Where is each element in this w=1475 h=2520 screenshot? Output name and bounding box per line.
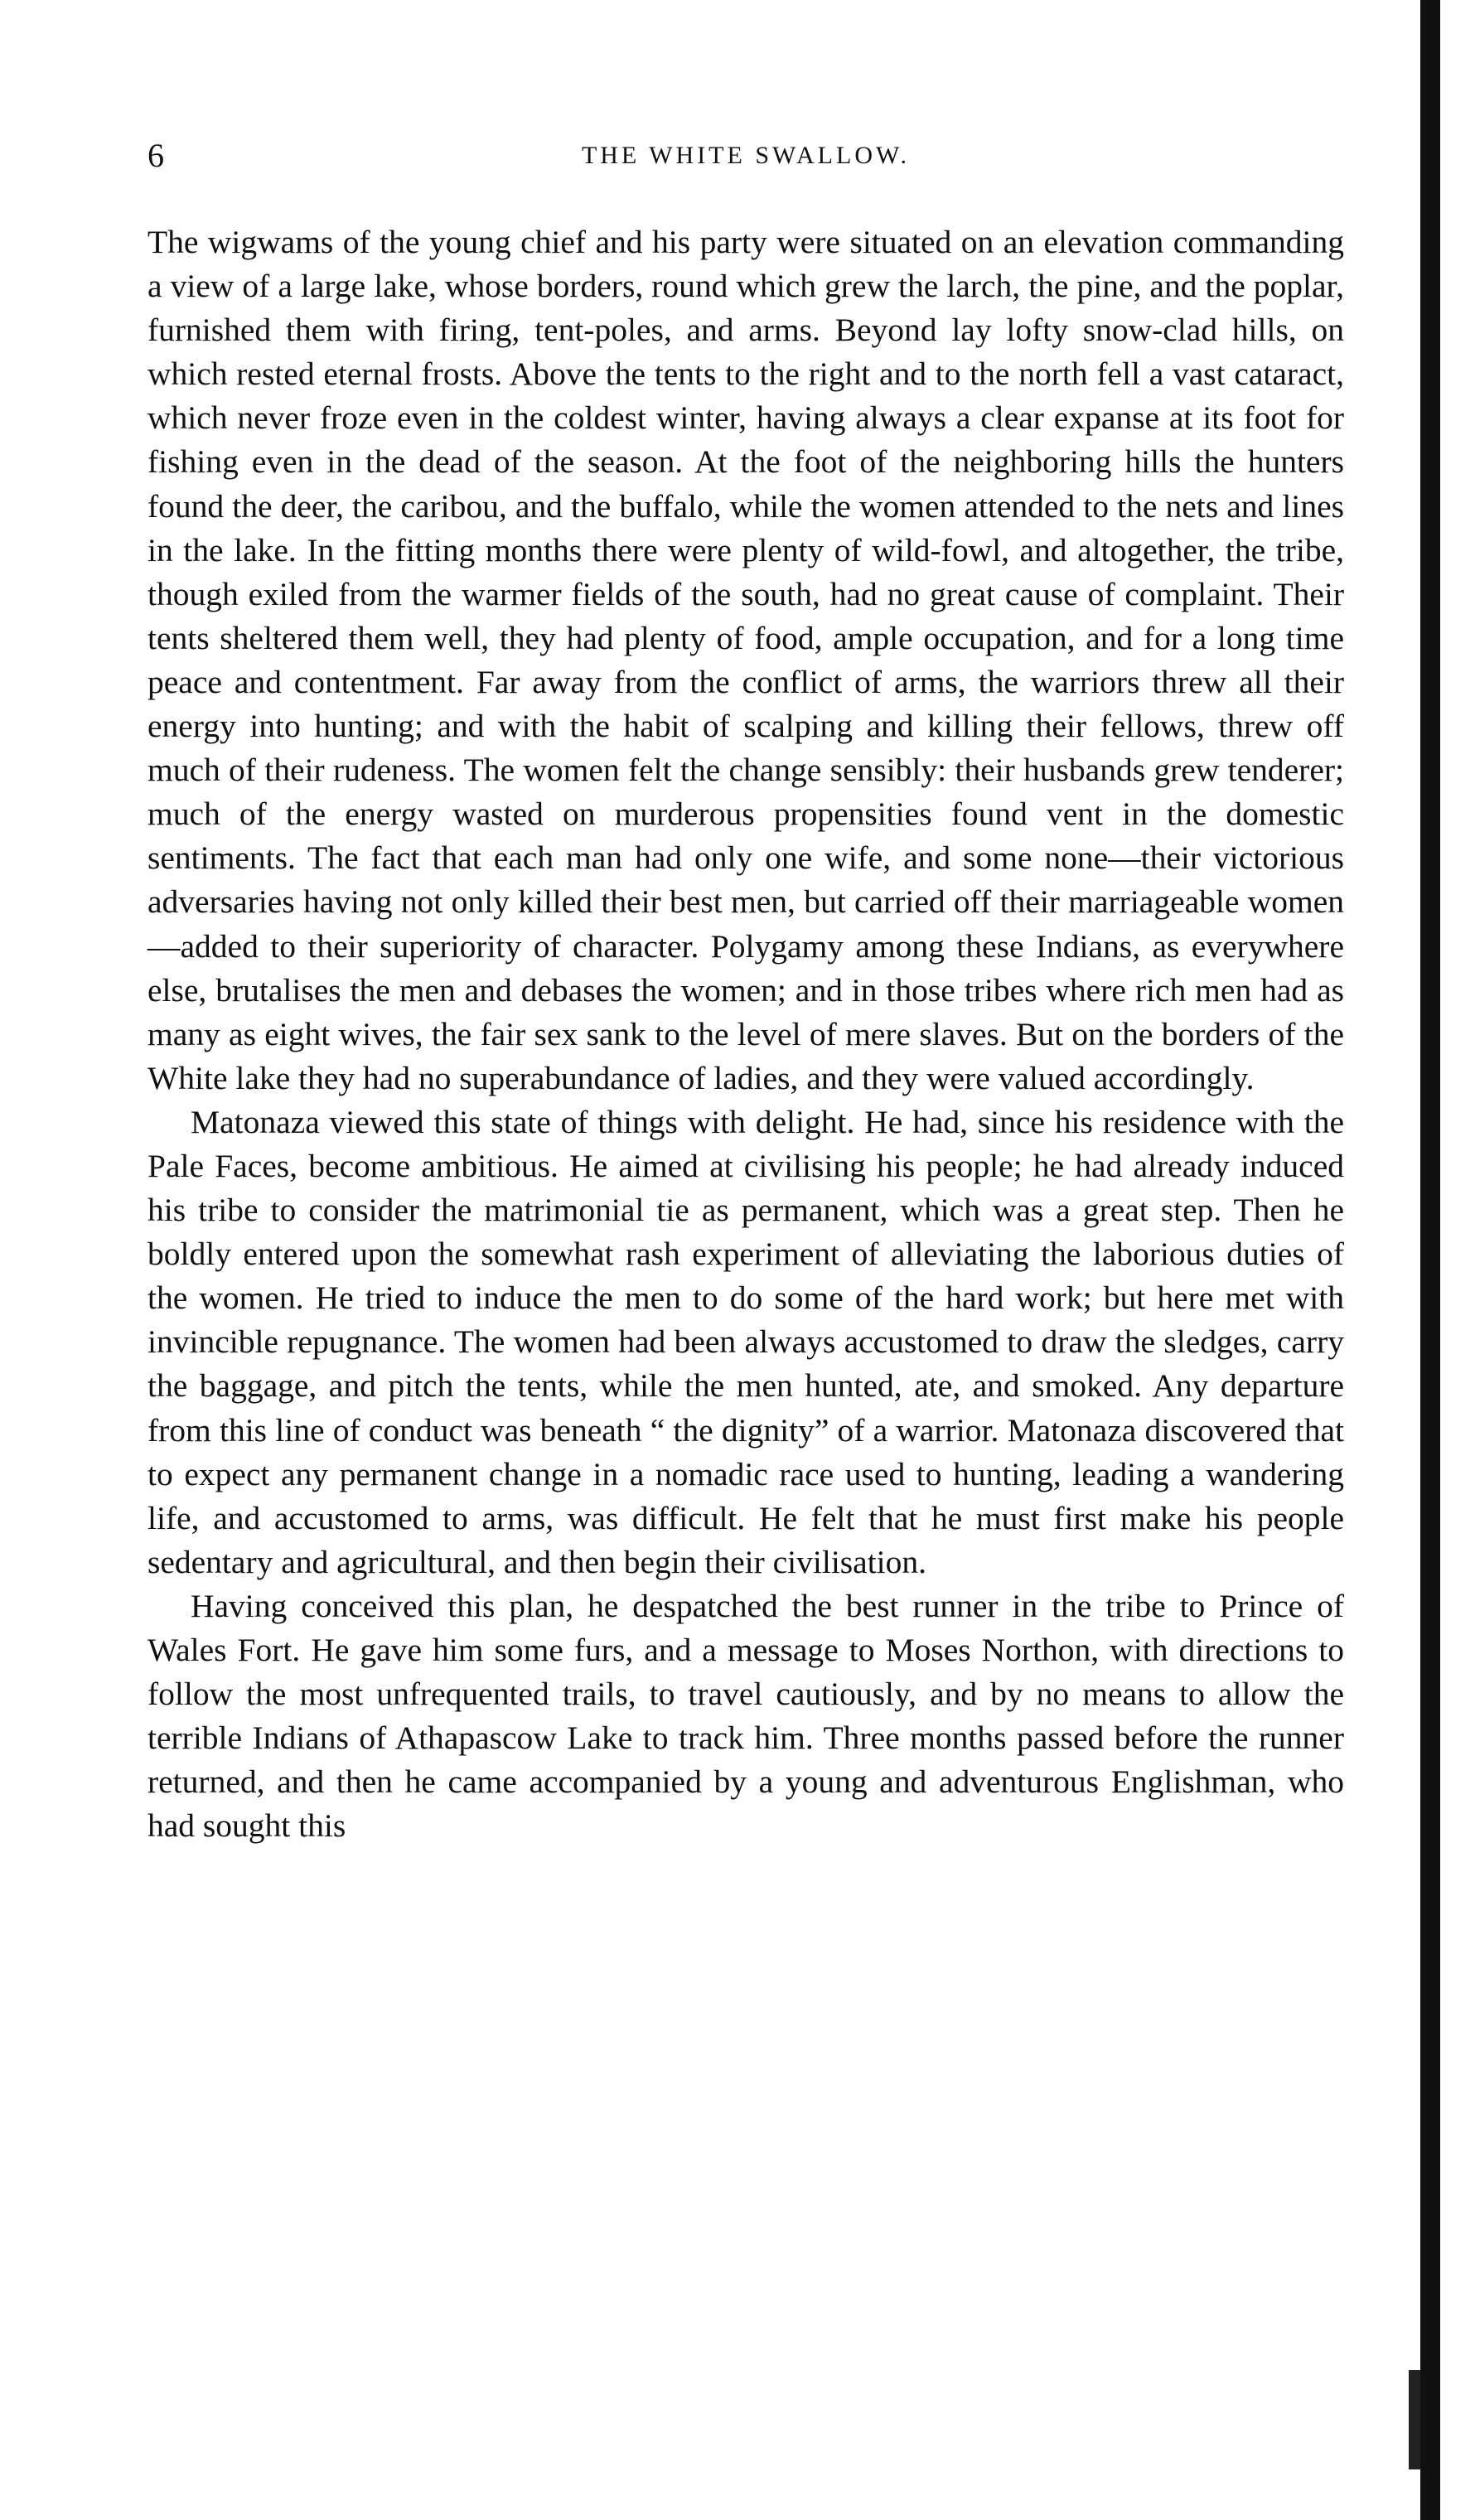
paragraph-runner: Having conceived this plan, he despatched the best runner in the tribe to Prince of Wales Fort. He gave him some furs, and a message to Moses Northon, with directions to follow the most unfrequented trails, to travel cautiously, and by no means to allow the terrible Indians of Athapascow Lake to track him. Three months passed before the runner returned, and then he came accompanied by a young and adventurous Englishman, who had sought this — [148, 1587, 1344, 1845]
body-text — [148, 220, 1344, 1848]
scan-edge-notch — [1409, 2370, 1420, 2469]
running-head — [148, 136, 1344, 176]
paragraph-matonaza: Matonaza viewed this state of things with delight. He had, since his residence with the Pale Faces, become ambitious. He aimed at civilising his people; he had already induced his tribe to consider the matrimonial tie as permanent, which was a great step. Then he boldly entered upon the somewhat rash experiment of alleviating the laborious duties of the women. He tried to induce the men to do some of the hard work; but here met with invincible repugnance. The women had been always accustomed to draw the sledges, carry the baggage, and pitch the tents, while the men hunted, ate, and smoked. Any departure from this line of conduct was beneath “ the dignity” of a warrior. Matonaza discovered that to expect any permanent change in a nomadic race used to hunting, leading a wandering life, and accustomed to arms, was difficult. He felt that he must first make his people sedentary and agricultural, and then begin their civilisation. — [148, 1103, 1344, 1580]
paragraph-wigwams: The wigwams of the young chief and his party were situated on an elevation commanding a view of a large lake, whose borders, round which grew the larch, the pine, and the poplar, furnished them with firing, tent-poles, and arms. Beyond lay lofty snow-clad hills, on which rested eternal frosts. Above the tents to the right and to the north fell a vast cataract, which never froze even in the coldest winter, having always a clear expanse at its foot for fishing even in the dead of the season. At the foot of the neighboring hills the hunters found the deer, the caribou, and the buffalo, while the women attended to the nets and lines in the lake. In the fitting months there were plenty of wild-fowl, and altogether, the tribe, though exiled from the warmer fields of the south, had no great cause of complaint. Their tents sheltered them well, they had plenty of food, ample occupation, and for a long time peace and contentment. Far away from the conflict of arms, the warriors threw all their energy into hunting; and with the habit of scalping and killing their fellows, threw off much of their rudeness. The women felt the change sensibly: their husbands grew tenderer; much of the energy wasted on murderous propensities found vent in the domestic sentiments. The fact that each man had only one wife, and some none—their victorious adversaries having not only killed their best men, but carried off their marriageable women—added to their superiority of character. Polygamy among these Indians, as everywhere else, brutalises the men and debases the women; and in those tribes where rich men had as many as eight wives, the fair sex sank to the level of mere slaves. But on the borders of the White lake they had no superabundance of ladies, and they were valued accordingly. — [148, 224, 1344, 1096]
scan-edge-shadow — [1420, 0, 1440, 2520]
running-title: THE WHITE SWALLOW. — [581, 142, 911, 169]
page-number: 6 — [148, 137, 164, 174]
